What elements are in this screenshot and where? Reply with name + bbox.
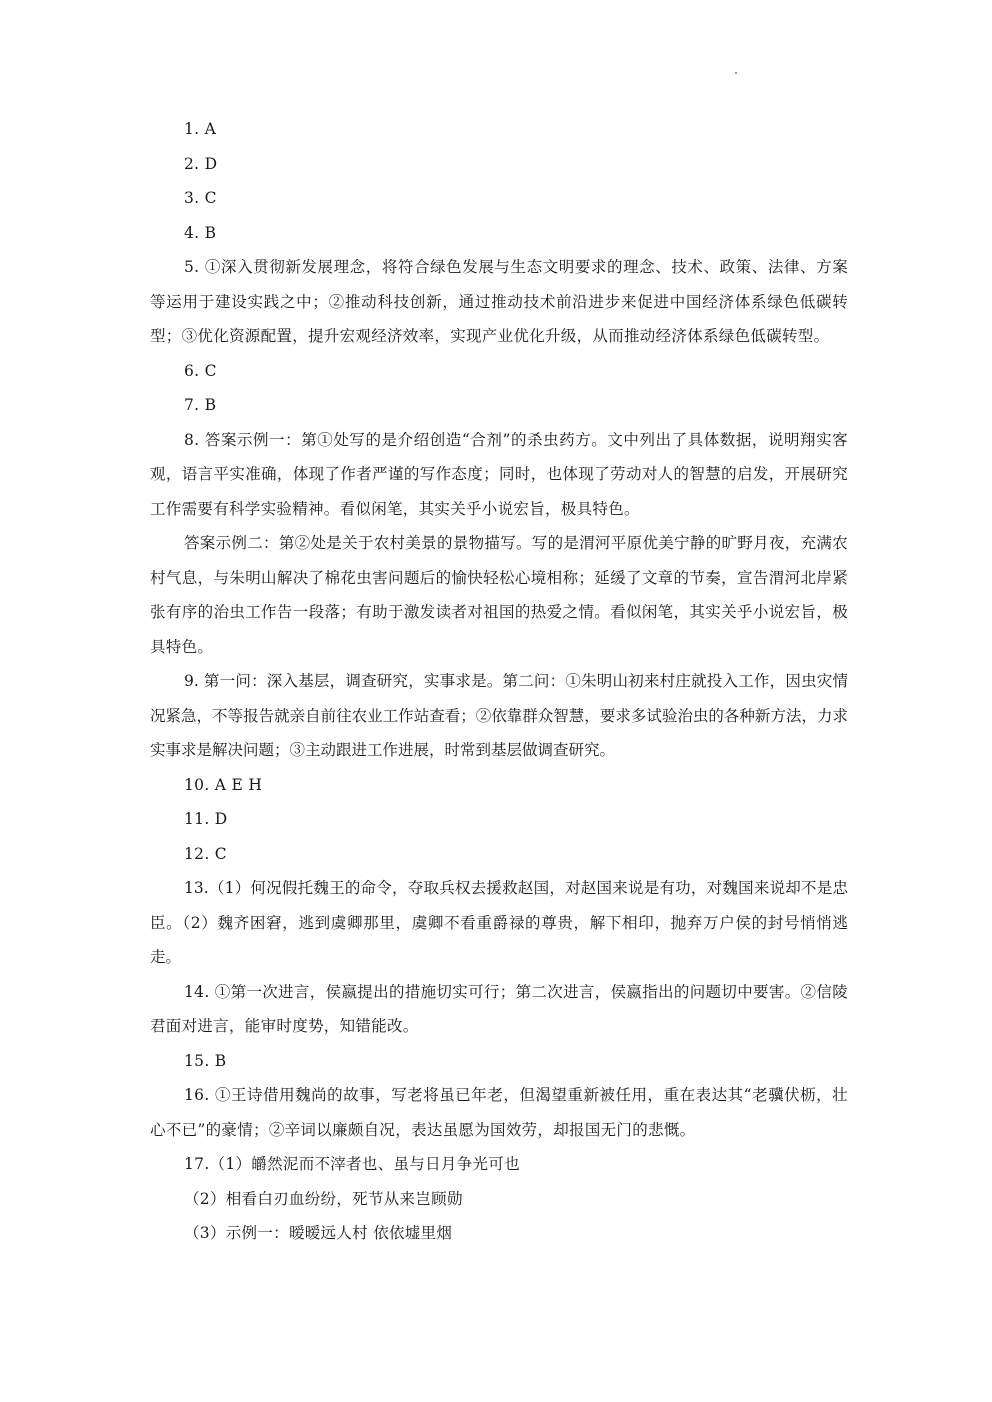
answer-4: 4. B bbox=[184, 223, 217, 242]
answer-10: 10. A E H bbox=[184, 775, 263, 794]
answer-15: 15. B bbox=[184, 1051, 227, 1070]
answer-17-part-1: 17.（1）皭然泥而不滓者也、虽与日月争光可也 bbox=[184, 1155, 520, 1173]
answer-7: 7. B bbox=[184, 396, 217, 414]
answer-3: 3. C bbox=[184, 189, 217, 207]
answer-2: 2. D bbox=[184, 154, 218, 173]
answer-11: 11. D bbox=[184, 810, 228, 828]
answer-12: 12. C bbox=[184, 844, 227, 863]
answer-6: 6. C bbox=[184, 361, 217, 380]
answer-9: 9. 第一问：深入基层，调查研究，实事求是。第二问：①朱明山初来村庄就投入工作，因虫灾情况紧急，不等报告就亲自前往农业工作站查看；②依靠群众智慧，要求多试验治虫的各种新方法，力求实事求是解决问题；③主动跟进工作进展，时常到基层做调查研究。 bbox=[150, 672, 848, 759]
corner-mark bbox=[735, 72, 737, 74]
answer-8-example-2: 答案示例二：第②处是关于农村美景的景物描写。写的是渭河平原优美宁静的旷野月夜，充满农村气息，与朱明山解决了棉花虫害问题后的愉快轻松心境相称；延缓了文章的节奏，宣告渭河北岸紧张有序的治虫工作告一段落；有助于激发读者对祖国的热爱之情。看似闲笔，其实关乎小说宏旨，极具特色。 bbox=[150, 534, 848, 656]
answer-17-part-2: （2）相看白刃血纷纷，死节从来岂顾勋 bbox=[184, 1189, 463, 1208]
answer-list bbox=[150, 112, 848, 1251]
answer-1: 1. A bbox=[184, 120, 217, 138]
answer-5: 5. ①深入贯彻新发展理念，将符合绿色发展与生态文明要求的理念、技术、政策、法律、方案等运用于建设实践之中；②推动科技创新，通过推动技术前沿进步来促进中国经济体系绿色低碳转型；③优化资源配置，提升宏观经济效率，实现产业优化升级，从而推动经济体系绿色低碳转型。 bbox=[150, 258, 848, 345]
answer-13: 13.（1）何况假托魏王的命令，夺取兵权去援救赵国，对赵国来说是有功，对魏国来说却不是忠臣。（2）魏齐困窘，逃到虞卿那里，虞卿不看重爵禄的尊贵，解下相印，抛弃万户侯的封号悄悄逃走。 bbox=[150, 879, 848, 966]
answer-8-example-1: 8. 答案示例一：第①处写的是介绍创造“合剂”的杀虫药方。文中列出了具体数据，说明翔实客观，语言平实准确，体现了作者严谨的写作态度；同时，也体现了劳动对人的智慧的启发，开展研究工作需要有科学实验精神。看似闲笔，其实关乎小说宏旨，极具特色。 bbox=[150, 430, 848, 518]
answer-14: 14. ①第一次进言，侯嬴提出的措施切实可行；第二次进言，侯嬴指出的问题切中要害。②信陵君面对进言，能审时度势，知错能改。 bbox=[150, 982, 848, 1035]
answer-16: 16. ①王诗借用魏尚的故事，写老将虽已年老，但渴望重新被任用，重在表达其“老骥伏枥，壮心不已”的豪情；②辛词以廉颇自况，表达虽愿为国效劳，却报国无门的悲慨。 bbox=[150, 1086, 848, 1139]
answer-17-part-3: （3）示例一：暧暧远人村 依依墟里烟 bbox=[184, 1224, 453, 1242]
